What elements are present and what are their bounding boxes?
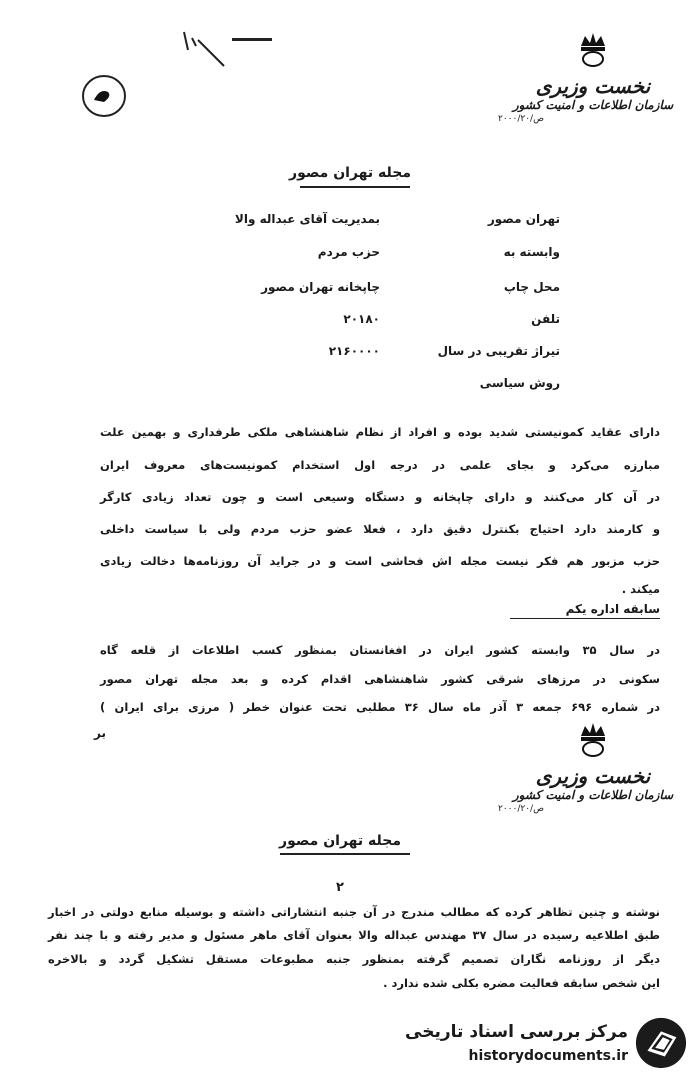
stamp-ring-icon	[80, 72, 128, 120]
field-label: تیراژ تقریبی در سال	[437, 344, 560, 358]
letterhead-code: ص/۲۰۰۰/۲۰	[498, 114, 544, 124]
document-title: مجله تهران مصور	[289, 165, 411, 181]
title-underline	[280, 853, 410, 855]
continuation-mark: بر	[94, 726, 106, 740]
paragraph-line: و کارمند دارد احتیاج بکنترل دقیق دارد ، فعلا عضو حزب مردم ولی با سیاست داخلی	[100, 522, 660, 536]
letterhead-top	[498, 28, 688, 124]
paragraph-line: حزب مزبور هم فکر نیست مجله اش فحاشی است و در جراید آن روزنامه‌ها دخالت زیادی	[100, 554, 660, 568]
paragraph-line: میکند .	[621, 582, 660, 596]
paragraph-line: دیگر از روزنامه نگاران تصمیم گرفته بمنظور جنبه مطبوعات مستقل تشکیل گردد و بالاخره	[48, 952, 660, 966]
section-label: سابقه اداره یکم	[565, 602, 660, 616]
paragraph-line: مبارزه می‌کرد و بجای علمی در درجه اول استخدام کمونیست‌های معروف ایران	[100, 458, 660, 472]
paragraph-line: سکونی در مرزهای شرقی کشور شاهنشاهی اقدام کرده و بعد مجله تهران مصور	[100, 672, 660, 686]
field-label: وابسته به	[503, 245, 560, 259]
letterhead-subtitle: سازمان اطلاعات و امنیت کشور	[512, 788, 674, 802]
book-icon	[634, 1016, 688, 1070]
field-value: چاپخانه تهران مصور	[261, 280, 380, 294]
paragraph-line: این شخص سابقه فعالیت مضره بکلی شده ندارد .	[383, 976, 660, 990]
section-underline	[510, 618, 660, 619]
letterhead-title: نخست وزیری	[535, 74, 651, 98]
field-label: تلفن	[531, 312, 560, 326]
field-label: روش سیاسی	[479, 376, 560, 390]
footer-watermark	[405, 1012, 690, 1074]
field-label: محل چاپ	[503, 280, 560, 294]
paragraph-line: نوشته و چنین تظاهر کرده که مطالب مندرج در آن جنبه انتشاراتی داشته و بوسیله منابع دولتی در اخبار	[48, 905, 660, 919]
field-value: بمدیریت آقای عبداله والا	[234, 212, 380, 226]
letterhead-subtitle: سازمان اطلاعات و امنیت کشور	[512, 98, 674, 112]
crown-emblem-icon	[573, 28, 613, 68]
paragraph-line: در آن کار می‌کنند و دارای چاپخانه و دستگاه وسیعی است و چون تعداد زیادی کارگر	[100, 490, 660, 504]
footer-url: historydocuments.ir	[468, 1048, 628, 1064]
page-number: ۲	[336, 880, 344, 895]
field-label: تهران مصور	[487, 212, 560, 226]
paragraph-line: در سال ۳۵ وابسته کشور ایران در افغانستان بمنظور کسب اطلاعات از قلعه گاه	[100, 643, 660, 657]
crown-emblem-icon	[573, 718, 613, 758]
letterhead-code: ص/۲۰۰۰/۲۰	[498, 804, 544, 814]
letterhead-mid	[498, 718, 688, 814]
pen-scribble-icon	[178, 28, 228, 68]
field-value: ۲۱۶۰۰۰۰	[328, 344, 380, 358]
field-value: حزب مردم	[317, 245, 380, 259]
paragraph-line: طبق اطلاعیه رسیده در سال ۳۷ مهندس عبداله والا بعنوان آقای ماهر مسئول و مدیر رفته و با چند نفر	[48, 928, 661, 942]
letterhead-title: نخست وزیری	[535, 764, 651, 788]
paragraph-line: دارای عقاید کمونیستی شدید بوده و افراد از نظام شاهنشاهی ملکی طرفداری و بهمین علت	[100, 425, 660, 439]
footer-org-name: مرکز بررسی اسناد تاریخی	[405, 1022, 628, 1042]
title-underline	[300, 186, 410, 188]
field-value: ۲۰۱۸۰	[343, 312, 380, 326]
paragraph-line: در شماره ۶۹۶ جمعه ۳ آذر ماه سال ۳۶ مطلبی تحت عنوان خطر ( مرزی برای ایران )	[100, 700, 660, 714]
document-title: مجله تهران مصور	[279, 833, 401, 849]
ink-dash-mark	[232, 38, 272, 41]
